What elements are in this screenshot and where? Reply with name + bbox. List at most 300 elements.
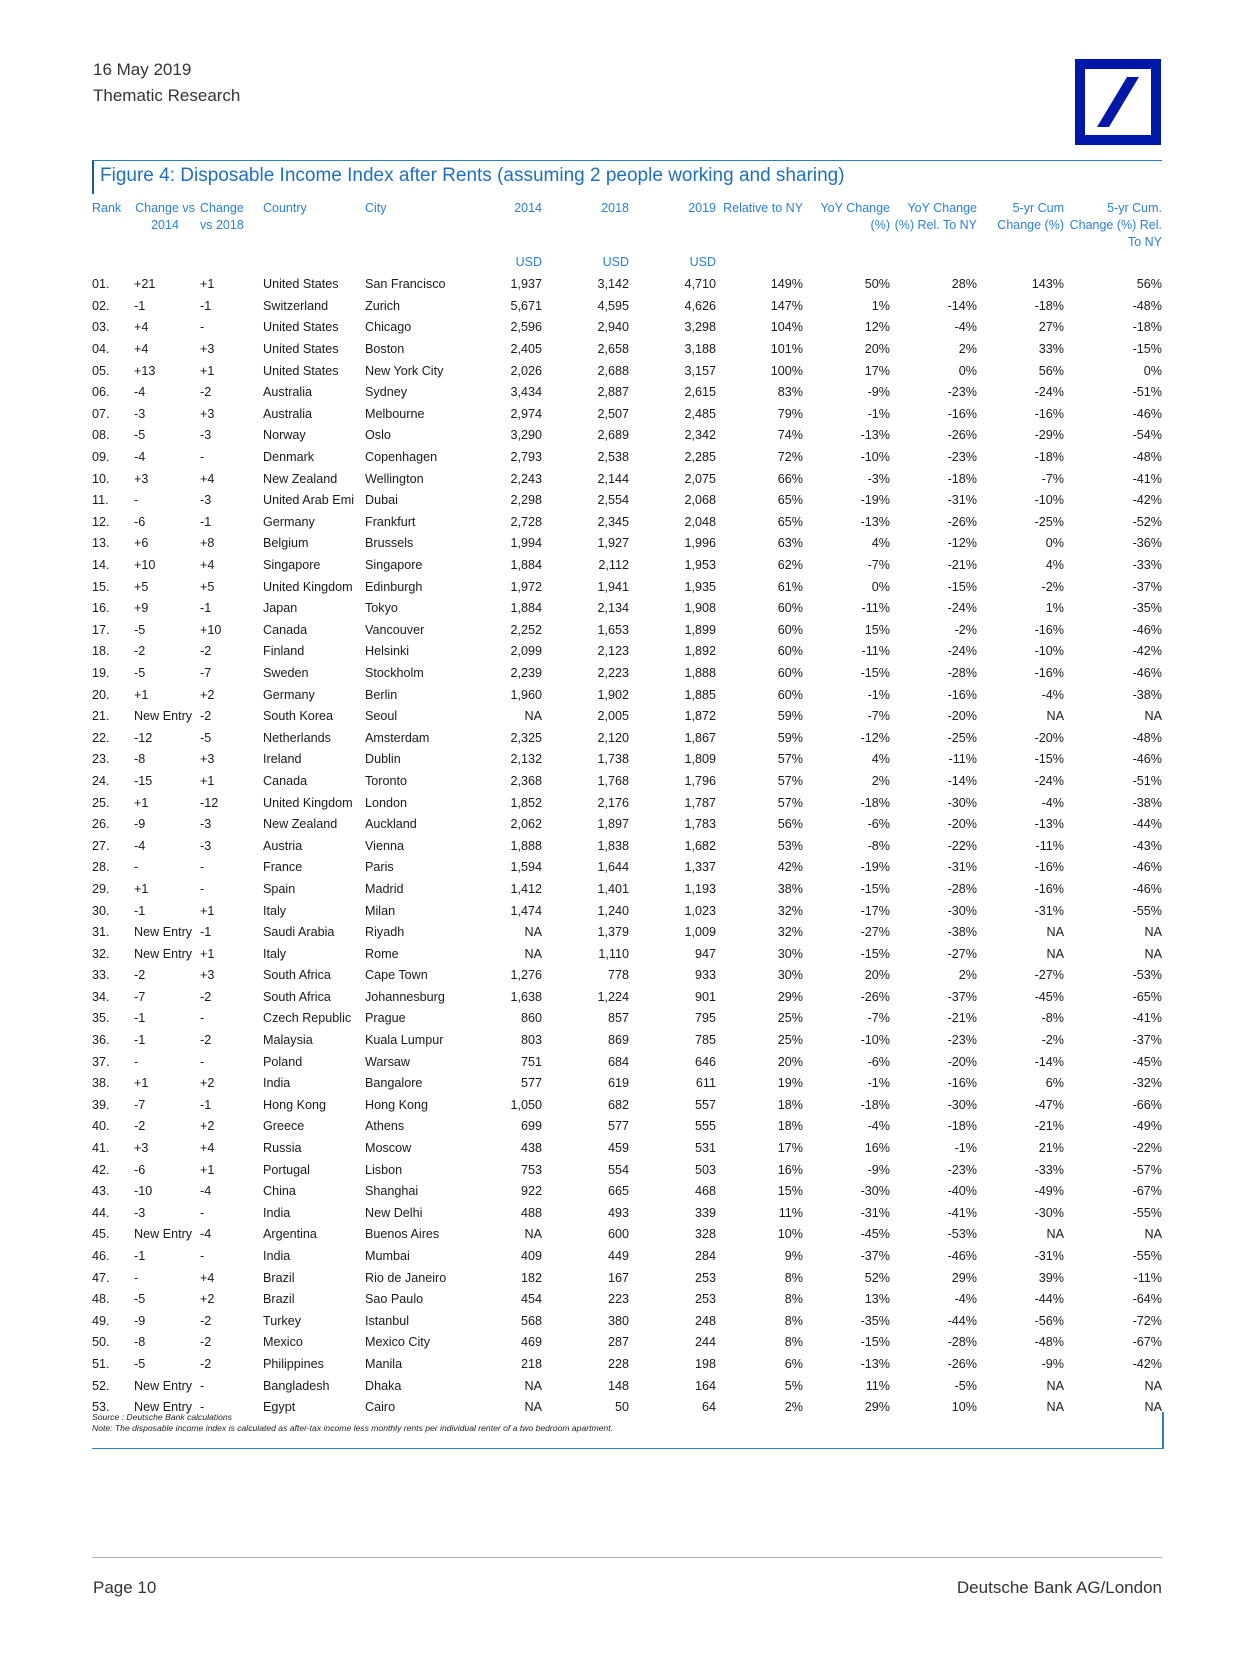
- cell-change-vs-2014: -1: [134, 903, 146, 918]
- cell-5yr-cum-rel-ny: 0%: [1143, 363, 1162, 378]
- cell-change-vs-2018: -3: [200, 817, 212, 832]
- cell-change-vs-2014: -3: [134, 1205, 146, 1220]
- cell-value-2019: 1,783: [684, 817, 716, 832]
- cell-yoy-rel-ny: -46%: [947, 1249, 977, 1264]
- cell-city: Lisbon: [365, 1162, 403, 1177]
- cell-change-vs-2018: +4: [200, 1141, 215, 1156]
- cell-rank: 49.: [92, 1313, 110, 1328]
- cell-value-2014: 1,960: [510, 687, 542, 702]
- cell-value-2019: 164: [694, 1378, 716, 1393]
- table-row: [92, 943, 1162, 965]
- cell-yoy-change: 20%: [864, 342, 890, 357]
- table-row: [92, 598, 1162, 620]
- table-row: [92, 1095, 1162, 1117]
- cell-value-2014: 2,062: [510, 817, 542, 832]
- cell-relative-to-ny: 59%: [777, 709, 803, 724]
- table-row: [92, 468, 1162, 490]
- cell-value-2014: 753: [520, 1162, 542, 1177]
- table-row: [92, 296, 1162, 318]
- cell-city: Oslo: [365, 428, 391, 443]
- cell-yoy-change: 15%: [864, 622, 890, 637]
- cell-change-vs-2014: New Entry: [134, 925, 193, 940]
- cell-change-vs-2018: +4: [200, 471, 215, 486]
- cell-yoy-change: -18%: [860, 1097, 890, 1112]
- cell-rank: 18.: [92, 644, 110, 659]
- cell-change-vs-2014: -15: [134, 773, 153, 788]
- col-relative-ny: Relative to NY: [723, 201, 803, 215]
- cell-value-2014: 1,972: [510, 579, 542, 594]
- table-row: [92, 835, 1162, 857]
- cell-change-vs-2014: +13: [134, 363, 156, 378]
- cell-relative-to-ny: 2%: [784, 1400, 803, 1415]
- table-row: [92, 814, 1162, 836]
- col-city: City: [365, 201, 387, 215]
- cell-yoy-rel-ny: -18%: [947, 471, 977, 486]
- cell-value-2018: 1,644: [597, 860, 629, 875]
- cell-yoy-change: -1%: [867, 1076, 890, 1091]
- cell-value-2019: 2,485: [684, 406, 716, 421]
- table-row: [92, 620, 1162, 642]
- cell-5yr-cum-rel-ny: -55%: [1132, 1249, 1162, 1264]
- cell-city: Rome: [365, 946, 399, 961]
- cell-5yr-cum-change: 27%: [1038, 320, 1064, 335]
- cell-yoy-change: -1%: [867, 406, 890, 421]
- table-row: [92, 360, 1162, 382]
- cell-value-2019: 1,899: [684, 622, 716, 637]
- cell-5yr-cum-change: -18%: [1034, 450, 1064, 465]
- cell-5yr-cum-change: -13%: [1034, 817, 1064, 832]
- cell-relative-to-ny: 60%: [777, 665, 803, 680]
- cell-change-vs-2014: -9: [134, 817, 146, 832]
- cell-rank: 38.: [92, 1076, 110, 1091]
- cell-city: New York City: [365, 363, 444, 378]
- cell-country: Denmark: [263, 450, 315, 465]
- cell-5yr-cum-rel-ny: NA: [1144, 946, 1162, 961]
- cell-change-vs-2014: -5: [134, 665, 146, 680]
- cell-rank: 08.: [92, 428, 110, 443]
- cell-5yr-cum-rel-ny: -15%: [1132, 342, 1162, 357]
- cell-value-2014: 218: [520, 1356, 542, 1371]
- cell-change-vs-2018: +10: [200, 622, 222, 637]
- cell-rank: 06.: [92, 385, 110, 400]
- col-yoy: YoY Change (%): [820, 201, 890, 232]
- cell-value-2019: 1,888: [684, 665, 716, 680]
- cell-rank: 46.: [92, 1249, 110, 1264]
- cell-yoy-change: 0%: [871, 579, 890, 594]
- cell-value-2018: 2,688: [597, 363, 629, 378]
- cell-5yr-cum-rel-ny: -38%: [1132, 687, 1162, 702]
- cell-5yr-cum-change: -27%: [1034, 968, 1064, 983]
- cell-change-vs-2014: -: [134, 1054, 139, 1069]
- cell-value-2018: 148: [607, 1378, 629, 1393]
- cell-value-2018: 600: [607, 1227, 629, 1242]
- cell-rank: 02.: [92, 298, 110, 313]
- cell-country: United Kingdom: [263, 579, 353, 594]
- cell-5yr-cum-change: -11%: [1035, 838, 1064, 853]
- cell-value-2018: 1,653: [597, 622, 629, 637]
- cell-5yr-cum-rel-ny: -46%: [1132, 752, 1162, 767]
- figure-title: Figure 4: Disposable Income Index after Rents (assuming 2 people working and sharing): [92, 160, 1162, 194]
- cell-value-2018: 857: [607, 1011, 629, 1026]
- cell-change-vs-2018: -: [200, 450, 205, 465]
- cell-yoy-rel-ny: -23%: [947, 385, 977, 400]
- cell-value-2019: 503: [694, 1162, 716, 1177]
- cell-relative-to-ny: 25%: [777, 1011, 803, 1026]
- cell-5yr-cum-rel-ny: NA: [1144, 1227, 1162, 1242]
- cell-value-2019: 4,710: [684, 277, 716, 292]
- cell-5yr-cum-change: -33%: [1034, 1162, 1064, 1177]
- cell-value-2019: 244: [694, 1335, 716, 1350]
- cell-city: Mexico City: [365, 1335, 431, 1350]
- cell-country: Italy: [263, 946, 287, 961]
- col-change-2014: Change vs 2014: [135, 201, 195, 232]
- cell-5yr-cum-change: NA: [1046, 946, 1064, 961]
- cell-yoy-rel-ny: -21%: [947, 558, 977, 573]
- table-row: [92, 749, 1162, 771]
- cell-yoy-rel-ny: -14%: [947, 298, 977, 313]
- cell-change-vs-2014: -1: [134, 1249, 146, 1264]
- cell-5yr-cum-change: -48%: [1034, 1335, 1064, 1350]
- cell-value-2019: 1,787: [684, 795, 716, 810]
- cell-value-2019: 64: [701, 1400, 716, 1415]
- cell-rank: 01.: [92, 277, 110, 292]
- cell-relative-to-ny: 60%: [777, 601, 803, 616]
- table-row: [92, 447, 1162, 469]
- cell-yoy-change: 17%: [864, 363, 890, 378]
- cell-city: Copenhagen: [365, 450, 438, 465]
- cell-5yr-cum-change: -44%: [1034, 1292, 1064, 1307]
- table-unit-row: [92, 251, 1162, 274]
- cell-yoy-rel-ny: 2%: [958, 968, 977, 983]
- cell-value-2018: 2,507: [597, 406, 629, 421]
- cell-rank: 37.: [92, 1054, 110, 1069]
- cell-relative-to-ny: 11%: [778, 1205, 803, 1220]
- cell-relative-to-ny: 18%: [777, 1097, 803, 1112]
- cell-value-2019: 3,298: [684, 320, 716, 335]
- cell-city: Bangalore: [365, 1076, 423, 1091]
- cell-change-vs-2018: -: [200, 1011, 205, 1026]
- cell-change-vs-2018: +1: [200, 946, 215, 961]
- cell-5yr-cum-change: -47%: [1034, 1097, 1064, 1112]
- cell-5yr-cum-change: -24%: [1034, 385, 1064, 400]
- cell-yoy-rel-ny: -31%: [947, 860, 977, 875]
- cell-city: Mumbai: [365, 1249, 410, 1264]
- table-row: [92, 339, 1162, 361]
- cell-value-2014: 2,793: [510, 450, 542, 465]
- cell-value-2019: 253: [694, 1270, 716, 1285]
- cell-5yr-cum-rel-ny: -51%: [1132, 385, 1162, 400]
- cell-change-vs-2014: +21: [134, 277, 156, 292]
- cell-value-2019: 2,342: [684, 428, 716, 443]
- cell-yoy-rel-ny: -40%: [947, 1184, 977, 1199]
- cell-yoy-change: -35%: [860, 1313, 890, 1328]
- cell-city: Vancouver: [365, 622, 425, 637]
- table-row: [92, 317, 1162, 339]
- cell-yoy-rel-ny: -22%: [947, 838, 977, 853]
- cell-5yr-cum-change: 4%: [1045, 558, 1064, 573]
- cell-yoy-change: -7%: [867, 1011, 890, 1026]
- cell-change-vs-2014: -2: [134, 1119, 146, 1134]
- cell-country: Germany: [263, 514, 315, 529]
- cell-value-2018: 50: [614, 1400, 629, 1415]
- cell-5yr-cum-rel-ny: NA: [1144, 709, 1162, 724]
- cell-country: Argentina: [263, 1227, 317, 1242]
- cell-value-2018: 2,120: [597, 730, 629, 745]
- cell-city: Helsinki: [365, 644, 410, 659]
- cell-country: Singapore: [263, 558, 321, 573]
- cell-change-vs-2018: -2: [200, 644, 212, 659]
- cell-value-2018: 223: [607, 1292, 629, 1307]
- cell-city: Tokyo: [365, 601, 398, 616]
- cell-rank: 21.: [92, 709, 110, 724]
- cell-country: Spain: [263, 881, 296, 896]
- cell-change-vs-2018: +3: [200, 342, 215, 357]
- cell-yoy-rel-ny: -28%: [947, 1335, 977, 1350]
- cell-value-2014: 469: [520, 1335, 542, 1350]
- cell-value-2018: 2,887: [597, 385, 629, 400]
- cell-value-2018: 2,005: [597, 709, 629, 724]
- col-2014: 2014: [514, 201, 542, 215]
- cell-yoy-rel-ny: -26%: [947, 1356, 977, 1371]
- cell-change-vs-2018: +3: [200, 968, 215, 983]
- cell-value-2019: 2,068: [684, 493, 716, 508]
- cell-5yr-cum-change: -25%: [1034, 514, 1064, 529]
- cell-country: United Kingdom: [263, 795, 353, 810]
- cell-value-2018: 1,738: [597, 752, 629, 767]
- cell-5yr-cum-change: NA: [1046, 709, 1064, 724]
- cell-yoy-change: -30%: [860, 1184, 890, 1199]
- cell-yoy-rel-ny: -20%: [947, 817, 977, 832]
- cell-rank: 45.: [92, 1227, 110, 1242]
- cell-value-2019: 1,892: [684, 644, 716, 659]
- cell-5yr-cum-rel-ny: -55%: [1132, 903, 1162, 918]
- cell-value-2014: 751: [520, 1054, 542, 1069]
- cell-5yr-cum-rel-ny: -32%: [1132, 1076, 1162, 1091]
- cell-rank: 10.: [92, 471, 110, 486]
- cell-yoy-rel-ny: -31%: [947, 493, 977, 508]
- cell-city: Cairo: [365, 1400, 396, 1415]
- table-row: [92, 1332, 1162, 1354]
- table-row: [92, 1159, 1162, 1181]
- cell-change-vs-2018: -2: [200, 709, 212, 724]
- cell-change-vs-2014: +1: [134, 687, 149, 702]
- cell-change-vs-2014: -8: [134, 1335, 146, 1350]
- cell-change-vs-2018: -: [200, 1249, 205, 1264]
- cell-rank: 16.: [92, 601, 110, 616]
- cell-yoy-change: -11%: [861, 644, 890, 659]
- cell-country: Saudi Arabia: [263, 925, 335, 940]
- footer-divider: [92, 1557, 1162, 1558]
- cell-change-vs-2018: -: [200, 1400, 205, 1415]
- cell-relative-to-ny: 65%: [777, 514, 803, 529]
- cell-value-2018: 287: [607, 1335, 629, 1350]
- cell-country: Netherlands: [263, 730, 331, 745]
- cell-5yr-cum-rel-ny: -54%: [1132, 428, 1162, 443]
- table-row: [92, 987, 1162, 1009]
- cell-yoy-change: 16%: [864, 1141, 890, 1156]
- cell-yoy-change: -13%: [860, 514, 890, 529]
- cell-city: Istanbul: [365, 1313, 410, 1328]
- cell-value-2018: 554: [607, 1162, 629, 1177]
- cell-yoy-change: -17%: [860, 903, 890, 918]
- cell-country: Greece: [263, 1119, 305, 1134]
- cell-value-2018: 449: [607, 1249, 629, 1264]
- cell-value-2019: 2,075: [684, 471, 716, 486]
- cell-rank: 26.: [92, 817, 110, 832]
- cell-relative-to-ny: 60%: [777, 622, 803, 637]
- cell-yoy-rel-ny: 10%: [951, 1400, 977, 1415]
- cell-relative-to-ny: 8%: [784, 1335, 803, 1350]
- cell-relative-to-ny: 60%: [777, 687, 803, 702]
- cell-yoy-rel-ny: -26%: [947, 428, 977, 443]
- cell-yoy-change: -9%: [867, 385, 890, 400]
- cell-5yr-cum-change: 39%: [1038, 1270, 1064, 1285]
- cell-change-vs-2018: -2: [200, 385, 212, 400]
- cell-yoy-change: -15%: [860, 665, 890, 680]
- cell-yoy-rel-ny: 2%: [958, 342, 977, 357]
- table-row: [92, 1181, 1162, 1203]
- cell-rank: 12.: [92, 514, 110, 529]
- cell-change-vs-2014: New Entry: [134, 709, 193, 724]
- cell-5yr-cum-rel-ny: -46%: [1132, 406, 1162, 421]
- cell-country: Switzerland: [263, 298, 329, 313]
- cell-change-vs-2018: +1: [200, 903, 215, 918]
- cell-value-2019: 1,908: [684, 601, 716, 616]
- cell-change-vs-2018: -2: [200, 1313, 212, 1328]
- cell-change-vs-2014: +5: [134, 579, 149, 594]
- cell-change-vs-2014: +1: [134, 1076, 149, 1091]
- cell-5yr-cum-rel-ny: NA: [1144, 925, 1162, 940]
- cell-5yr-cum-change: NA: [1046, 1378, 1064, 1393]
- cell-change-vs-2018: +4: [200, 558, 215, 573]
- cell-country: United States: [263, 363, 339, 378]
- cell-yoy-rel-ny: -30%: [947, 795, 977, 810]
- table-header-row: [92, 200, 1162, 251]
- cell-country: Sweden: [263, 665, 309, 680]
- cell-city: Toronto: [365, 773, 408, 788]
- cell-country: Poland: [263, 1054, 303, 1069]
- cell-relative-to-ny: 147%: [770, 298, 803, 313]
- cell-value-2014: 5,671: [510, 298, 542, 313]
- cell-value-2018: 869: [607, 1033, 629, 1048]
- cell-city: Singapore: [365, 558, 423, 573]
- cell-relative-to-ny: 59%: [777, 730, 803, 745]
- cell-value-2014: 2,405: [510, 342, 542, 357]
- cell-5yr-cum-change: -30%: [1034, 1205, 1064, 1220]
- cell-value-2019: 1,023: [684, 903, 716, 918]
- cell-rank: 30.: [92, 903, 110, 918]
- cell-value-2019: 1,953: [684, 558, 716, 573]
- cell-yoy-change: -9%: [867, 1162, 890, 1177]
- cell-5yr-cum-rel-ny: -46%: [1132, 881, 1162, 896]
- cell-city: Rio de Janeiro: [365, 1270, 447, 1285]
- cell-5yr-cum-change: NA: [1046, 1400, 1064, 1415]
- cell-change-vs-2014: -1: [134, 298, 146, 313]
- cell-city: Edinburgh: [365, 579, 423, 594]
- cell-yoy-change: 4%: [871, 752, 890, 767]
- cell-country: Belgium: [263, 536, 309, 551]
- table-row: [92, 490, 1162, 512]
- cell-change-vs-2014: -: [134, 860, 139, 875]
- cell-5yr-cum-rel-ny: NA: [1144, 1378, 1162, 1393]
- cell-value-2019: 611: [695, 1076, 716, 1091]
- cell-value-2018: 1,401: [597, 881, 629, 896]
- cell-city: Stockholm: [365, 665, 424, 680]
- cell-value-2014: 1,884: [510, 601, 542, 616]
- cell-value-2019: 1,337: [684, 860, 716, 875]
- cell-yoy-change: 13%: [864, 1292, 890, 1307]
- col-country: Country: [263, 201, 307, 215]
- col-2019: 2019: [688, 201, 716, 215]
- cell-value-2014: 454: [520, 1292, 542, 1307]
- cell-change-vs-2014: -2: [134, 644, 146, 659]
- cell-relative-to-ny: 56%: [777, 817, 803, 832]
- cell-relative-to-ny: 32%: [777, 903, 803, 918]
- cell-rank: 35.: [92, 1011, 110, 1026]
- cell-change-vs-2018: -7: [200, 665, 212, 680]
- cell-change-vs-2014: -4: [134, 838, 146, 853]
- cell-change-vs-2014: +4: [134, 342, 149, 357]
- cell-relative-to-ny: 30%: [777, 968, 803, 983]
- cell-value-2018: 1,379: [597, 925, 629, 940]
- cell-value-2014: 2,596: [510, 320, 542, 335]
- cell-value-2018: 1,941: [597, 579, 629, 594]
- cell-5yr-cum-change: -56%: [1034, 1313, 1064, 1328]
- cell-5yr-cum-rel-ny: -42%: [1132, 1356, 1162, 1371]
- cell-change-vs-2018: -4: [200, 1227, 212, 1242]
- cell-country: Brazil: [263, 1270, 295, 1285]
- cell-value-2018: 2,176: [597, 795, 629, 810]
- table-row: [92, 1030, 1162, 1052]
- cell-5yr-cum-change: -16%: [1034, 622, 1064, 637]
- cell-city: Berlin: [365, 687, 398, 702]
- cell-country: Portugal: [263, 1162, 310, 1177]
- cell-rank: 40.: [92, 1119, 110, 1134]
- figure-notes: [92, 1412, 1164, 1449]
- cell-relative-to-ny: 32%: [777, 925, 803, 940]
- cell-5yr-cum-rel-ny: -46%: [1132, 665, 1162, 680]
- cell-change-vs-2018: +1: [200, 277, 215, 292]
- table-row: [92, 879, 1162, 901]
- cell-yoy-change: -13%: [860, 1356, 890, 1371]
- cell-yoy-change: -6%: [867, 1054, 890, 1069]
- cell-value-2014: 1,884: [510, 558, 542, 573]
- cell-change-vs-2018: -2: [200, 1356, 212, 1371]
- cell-rank: 28.: [92, 860, 110, 875]
- cell-yoy-change: 52%: [864, 1270, 890, 1285]
- cell-country: South Korea: [263, 709, 334, 724]
- table-row: [92, 555, 1162, 577]
- cell-value-2019: 1,682: [684, 838, 716, 853]
- cell-change-vs-2014: -6: [134, 1162, 146, 1177]
- cell-city: Warsaw: [365, 1054, 411, 1069]
- cell-relative-to-ny: 61%: [777, 579, 803, 594]
- cell-country: Norway: [263, 428, 306, 443]
- cell-value-2014: 1,594: [510, 860, 542, 875]
- cell-change-vs-2014: -4: [134, 450, 146, 465]
- cell-value-2014: 1,994: [510, 536, 542, 551]
- cell-change-vs-2018: -2: [200, 1033, 212, 1048]
- cell-5yr-cum-change: NA: [1046, 925, 1064, 940]
- cell-rank: 24.: [92, 773, 110, 788]
- cell-yoy-rel-ny: -28%: [947, 881, 977, 896]
- cell-country: Australia: [263, 406, 312, 421]
- cell-change-vs-2014: -7: [134, 989, 146, 1004]
- cell-yoy-rel-ny: 0%: [958, 363, 977, 378]
- cell-yoy-change: -37%: [860, 1249, 890, 1264]
- cell-relative-to-ny: 74%: [777, 428, 803, 443]
- cell-yoy-change: 4%: [871, 536, 890, 551]
